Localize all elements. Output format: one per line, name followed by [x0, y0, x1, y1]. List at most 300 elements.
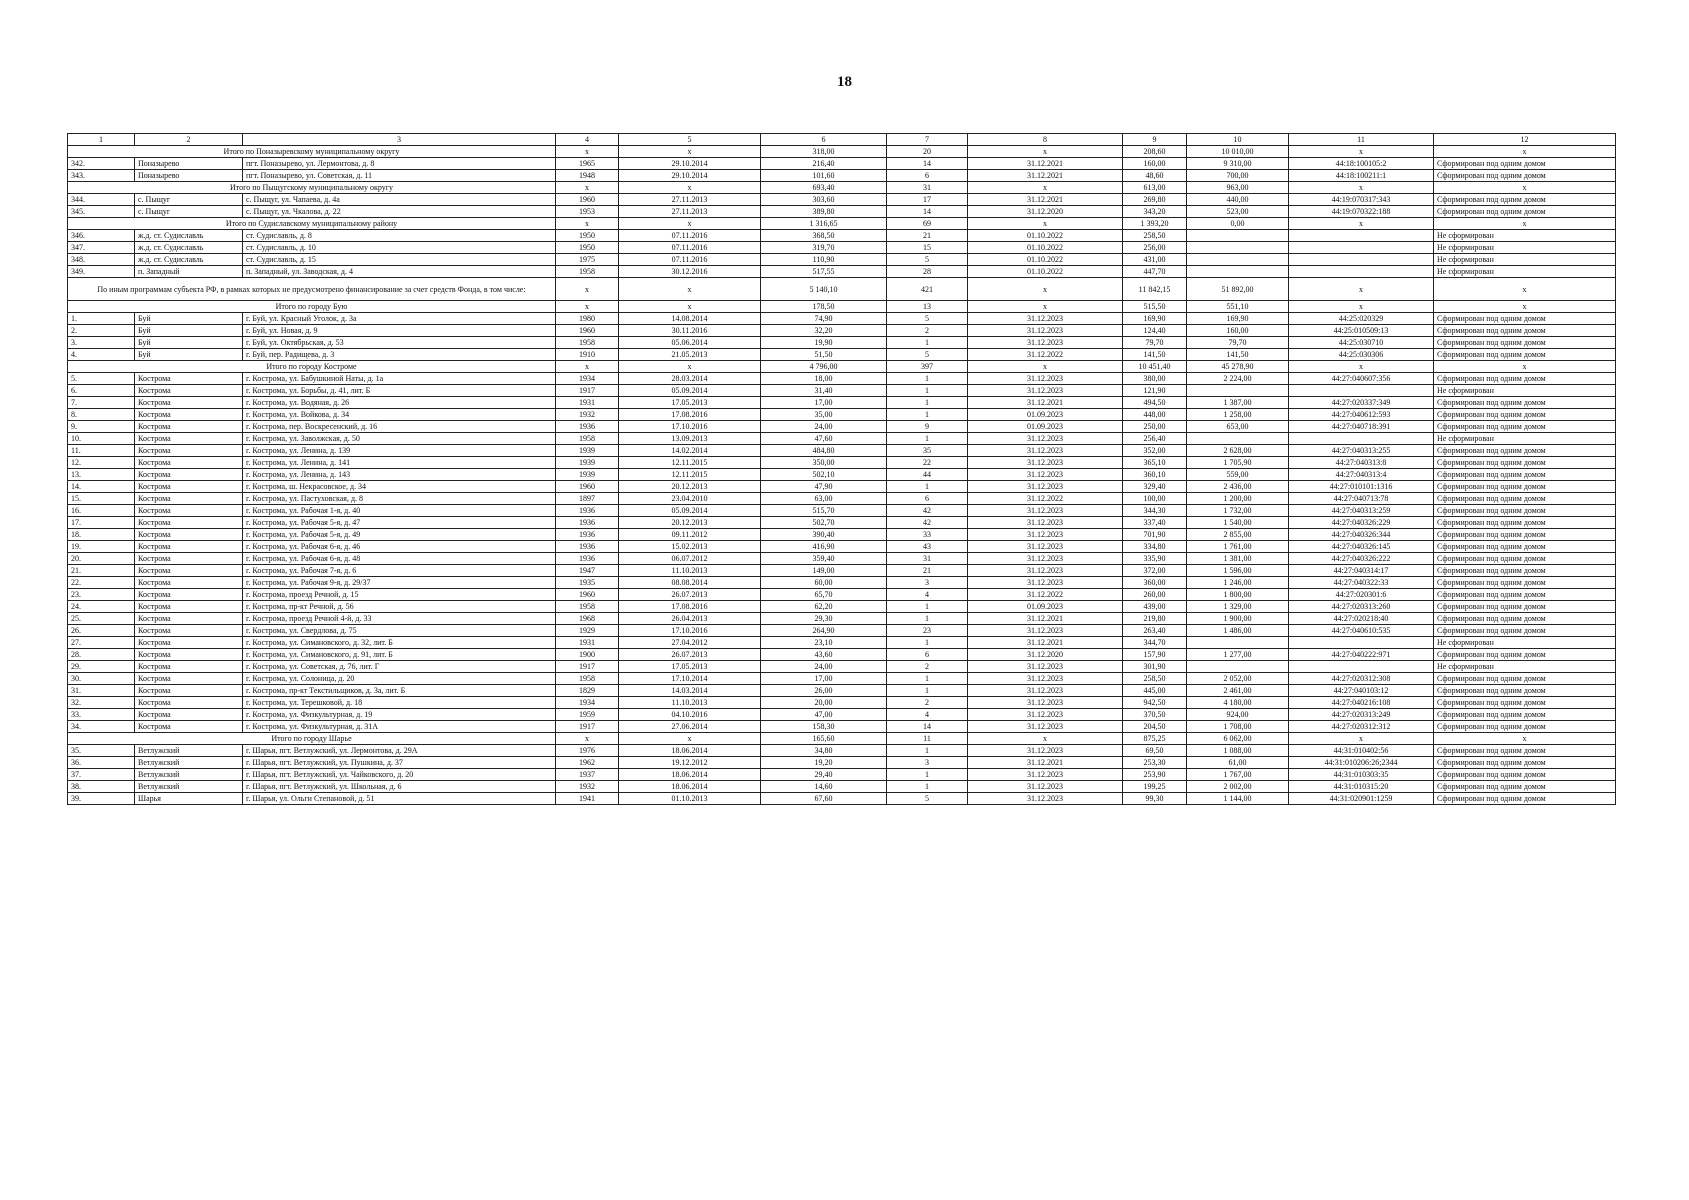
residents: 1 [887, 337, 968, 349]
row-number: 36. [68, 757, 135, 769]
table-row [68, 337, 1616, 349]
area: 368,50 [761, 230, 887, 242]
land-area: 344,70 [1123, 637, 1187, 649]
table-row [68, 673, 1616, 685]
row-number: 17. [68, 517, 135, 529]
area: 60,00 [761, 577, 887, 589]
cadastral-number: 44:27:040216:108 [1289, 697, 1434, 709]
planned-date: 31.12.2023 [968, 769, 1123, 781]
residents: 1 [887, 637, 968, 649]
area: 32,20 [761, 325, 887, 337]
settlement: Кострома [135, 589, 243, 601]
table-row [68, 649, 1616, 661]
row-number: 343. [68, 170, 135, 182]
planned-date: 31.12.2023 [968, 577, 1123, 589]
cost [1187, 266, 1289, 278]
land-area: 360,00 [1123, 577, 1187, 589]
land-status: Не сформирован [1434, 637, 1616, 649]
planned-date: 01.09.2023 [968, 409, 1123, 421]
cost: 2 002,00 [1187, 781, 1289, 793]
area: 34,80 [761, 745, 887, 757]
address: пгт. Поназырево, ул. Лермонтова, д. 8 [243, 158, 556, 170]
planned-date: 31.12.2022 [968, 589, 1123, 601]
row-number: 27. [68, 637, 135, 649]
settlement: Кострома [135, 721, 243, 733]
subtotal-area: 165,60 [761, 733, 887, 745]
land-status: Сформирован под одним домом [1434, 553, 1616, 565]
settlement: Буй [135, 313, 243, 325]
settlement: Кострома [135, 505, 243, 517]
address: г. Кострома, пр-кт Текстильщиков, д. 3а, лит. Б [243, 685, 556, 697]
subtotal-cadastral-number: x [1289, 182, 1434, 194]
land-status: Сформирован под одним домом [1434, 457, 1616, 469]
subtotal-land-area: 11 842,15 [1123, 278, 1187, 301]
cost: 1 381,00 [1187, 553, 1289, 565]
residents: 17 [887, 194, 968, 206]
housing-register-table [67, 133, 1616, 805]
area: 350,00 [761, 457, 887, 469]
emergency-date: 30.12.2016 [619, 266, 761, 278]
subtotal-planned-date: x [968, 218, 1123, 230]
cost [1187, 254, 1289, 266]
cadastral-number: 44:27:040612:593 [1289, 409, 1434, 421]
row-number: 24. [68, 601, 135, 613]
table-row [68, 685, 1616, 697]
residents: 5 [887, 793, 968, 805]
residents: 1 [887, 781, 968, 793]
planned-date: 31.12.2023 [968, 517, 1123, 529]
table-row [68, 445, 1616, 457]
residents: 14 [887, 158, 968, 170]
land-area: 352,00 [1123, 445, 1187, 457]
cost: 2 224,00 [1187, 373, 1289, 385]
land-status: Сформирован под одним домом [1434, 421, 1616, 433]
area: 24,00 [761, 661, 887, 673]
subtotal-row [68, 182, 1616, 194]
land-area: 942,50 [1123, 697, 1187, 709]
row-number: 342. [68, 158, 135, 170]
year-built: 1932 [556, 409, 619, 421]
address: г. Кострома, ул. Физкультурная, д. 19 [243, 709, 556, 721]
address: г. Кострома, ул. Симановского, д. 32, лит. Б [243, 637, 556, 649]
cadastral-number: 44:27:040322:33 [1289, 577, 1434, 589]
settlement: Кострома [135, 709, 243, 721]
subtotal-cost: 551,10 [1187, 301, 1289, 313]
land-area: 439,00 [1123, 601, 1187, 613]
land-area: 431,00 [1123, 254, 1187, 266]
emergency-date: 29.10.2014 [619, 170, 761, 182]
address: г. Кострома, пер. Воскресенский, д. 16 [243, 421, 556, 433]
land-status: Сформирован под одним домом [1434, 769, 1616, 781]
land-status: Сформирован под одним домом [1434, 469, 1616, 481]
year-built: 1960 [556, 481, 619, 493]
cost: 1 329,00 [1187, 601, 1289, 613]
residents: 1 [887, 481, 968, 493]
cadastral-number: 44:27:040313:259 [1289, 505, 1434, 517]
residents: 1 [887, 685, 968, 697]
year-built: 1934 [556, 697, 619, 709]
subtotal-label: Итого по городу Бую [68, 301, 556, 313]
subtotal-area: 1 316,65 [761, 218, 887, 230]
table-row [68, 709, 1616, 721]
year-built: 1958 [556, 601, 619, 613]
area: 149,00 [761, 565, 887, 577]
emergency-date: 05.09.2014 [619, 385, 761, 397]
address: г. Кострома, проезд Речной 4-й, д. 33 [243, 613, 556, 625]
residents: 21 [887, 565, 968, 577]
cadastral-number: 44:27:040103:12 [1289, 685, 1434, 697]
address: г. Буй, ул. Октябрьская, д. 53 [243, 337, 556, 349]
address: г. Кострома, ул. Борьбы, д. 41, лит. Б [243, 385, 556, 397]
residents: 3 [887, 757, 968, 769]
cadastral-number: 44:31:010303:35 [1289, 769, 1434, 781]
column-number: 5 [619, 134, 761, 146]
row-number: 33. [68, 709, 135, 721]
settlement: ж.д. ст. Судиславль [135, 230, 243, 242]
cost: 2 628,00 [1187, 445, 1289, 457]
address: г. Шарья, пгт. Ветлужский, ул. Пушкина, д. 37 [243, 757, 556, 769]
row-number: 2. [68, 325, 135, 337]
settlement: Кострома [135, 625, 243, 637]
planned-date: 31.12.2021 [968, 637, 1123, 649]
table-row [68, 194, 1616, 206]
year-built: 1917 [556, 661, 619, 673]
column-number: 3 [243, 134, 556, 146]
emergency-date: 13.09.2013 [619, 433, 761, 445]
cadastral-number: 44:27:040313:4 [1289, 469, 1434, 481]
cadastral-number: 44:27:040313:8 [1289, 457, 1434, 469]
cadastral-number: 44:27:040326:222 [1289, 553, 1434, 565]
planned-date: 31.12.2021 [968, 170, 1123, 182]
area: 216,40 [761, 158, 887, 170]
planned-date: 31.12.2023 [968, 445, 1123, 457]
year-built: 1939 [556, 469, 619, 481]
column-number: 6 [761, 134, 887, 146]
cost: 61,00 [1187, 757, 1289, 769]
cadastral-number: 44:31:010315:20 [1289, 781, 1434, 793]
residents: 1 [887, 769, 968, 781]
year-built: 1962 [556, 757, 619, 769]
year-built: 1953 [556, 206, 619, 218]
land-area: 329,40 [1123, 481, 1187, 493]
land-status: Сформирован под одним домом [1434, 409, 1616, 421]
column-number: 7 [887, 134, 968, 146]
planned-date: 01.10.2022 [968, 254, 1123, 266]
emergency-date: 17.10.2016 [619, 625, 761, 637]
land-area: 100,00 [1123, 493, 1187, 505]
residents: 5 [887, 254, 968, 266]
table-row [68, 242, 1616, 254]
table-header [68, 134, 1616, 146]
planned-date: 31.12.2023 [968, 685, 1123, 697]
land-area: 370,50 [1123, 709, 1187, 721]
subtotal-land-area: 613,00 [1123, 182, 1187, 194]
residents: 42 [887, 505, 968, 517]
emergency-date: 01.10.2013 [619, 793, 761, 805]
land-area: 79,70 [1123, 337, 1187, 349]
column-number: 10 [1187, 134, 1289, 146]
address: г. Кострома, ул. Ленина, д. 141 [243, 457, 556, 469]
cost: 1 732,00 [1187, 505, 1289, 517]
cadastral-number: 44:27:040326:145 [1289, 541, 1434, 553]
row-number: 26. [68, 625, 135, 637]
subtotal-planned-date: x [968, 301, 1123, 313]
cost: 1 246,00 [1187, 577, 1289, 589]
land-status: Сформирован под одним домом [1434, 697, 1616, 709]
area: 359,40 [761, 553, 887, 565]
table-row [68, 781, 1616, 793]
year-built: 1939 [556, 445, 619, 457]
land-area: 334,80 [1123, 541, 1187, 553]
table-row [68, 625, 1616, 637]
planned-date: 31.12.2023 [968, 373, 1123, 385]
emergency-date: 12.11.2015 [619, 457, 761, 469]
year-built: 1931 [556, 637, 619, 649]
land-area: 256,00 [1123, 242, 1187, 254]
land-status: Сформирован под одним домом [1434, 158, 1616, 170]
cadastral-number: 44:27:020312:308 [1289, 673, 1434, 685]
residents: 14 [887, 206, 968, 218]
area: 47,90 [761, 481, 887, 493]
planned-date: 01.10.2022 [968, 266, 1123, 278]
area: 62,20 [761, 601, 887, 613]
emergency-date: 05.09.2014 [619, 505, 761, 517]
emergency-date: 06.07.2012 [619, 553, 761, 565]
cadastral-number: 44:18:100105:2 [1289, 158, 1434, 170]
subtotal-row [68, 218, 1616, 230]
land-status: Сформирован под одним домом [1434, 601, 1616, 613]
land-area: 258,50 [1123, 673, 1187, 685]
table-row [68, 421, 1616, 433]
subtotal-residents: 69 [887, 218, 968, 230]
year-built: 1947 [556, 565, 619, 577]
settlement: Поназырево [135, 158, 243, 170]
settlement: с. Пыщуг [135, 194, 243, 206]
cost: 1 387,00 [1187, 397, 1289, 409]
cadastral-number [1289, 385, 1434, 397]
emergency-date: 18.06.2014 [619, 769, 761, 781]
land-area: 204,50 [1123, 721, 1187, 733]
planned-date: 31.12.2023 [968, 745, 1123, 757]
year-built: 1917 [556, 385, 619, 397]
land-status: Сформирован под одним домом [1434, 721, 1616, 733]
row-number: 10. [68, 433, 135, 445]
emergency-date: 27.11.2013 [619, 194, 761, 206]
cost: 523,00 [1187, 206, 1289, 218]
land-area: 494,50 [1123, 397, 1187, 409]
settlement: Кострома [135, 469, 243, 481]
subtotal-emergency-date: x [619, 278, 761, 301]
table-row [68, 349, 1616, 361]
land-area: 258,50 [1123, 230, 1187, 242]
subtotal-emergency-date: x [619, 182, 761, 194]
cost: 9 310,00 [1187, 158, 1289, 170]
emergency-date: 12.11.2015 [619, 469, 761, 481]
year-built: 1960 [556, 589, 619, 601]
planned-date: 31.12.2021 [968, 194, 1123, 206]
row-number: 31. [68, 685, 135, 697]
settlement: ж.д. ст. Судиславль [135, 242, 243, 254]
area: 31,40 [761, 385, 887, 397]
residents: 43 [887, 541, 968, 553]
row-number: 4. [68, 349, 135, 361]
settlement: Шарья [135, 793, 243, 805]
planned-date: 31.12.2023 [968, 721, 1123, 733]
row-number: 35. [68, 745, 135, 757]
settlement: Кострома [135, 529, 243, 541]
cadastral-number: 44:27:040607:356 [1289, 373, 1434, 385]
year-built: 1960 [556, 194, 619, 206]
settlement: Кострома [135, 397, 243, 409]
table-row [68, 433, 1616, 445]
residents: 6 [887, 649, 968, 661]
residents: 1 [887, 601, 968, 613]
emergency-date: 14.02.2014 [619, 445, 761, 457]
subtotal-planned-date: x [968, 182, 1123, 194]
table-row [68, 266, 1616, 278]
planned-date: 31.12.2023 [968, 313, 1123, 325]
subtotal-cost: 963,00 [1187, 182, 1289, 194]
emergency-date: 20.12.2013 [619, 481, 761, 493]
subtotal-label: Итого по городу Шарье [68, 733, 556, 745]
emergency-date: 08.08.2014 [619, 577, 761, 589]
land-area: 344,30 [1123, 505, 1187, 517]
row-number: 13. [68, 469, 135, 481]
land-status: Сформирован под одним домом [1434, 445, 1616, 457]
land-status: Сформирован под одним домом [1434, 589, 1616, 601]
land-area: 48,60 [1123, 170, 1187, 182]
area: 51,50 [761, 349, 887, 361]
cost: 160,00 [1187, 325, 1289, 337]
subtotal-land-status: x [1434, 182, 1616, 194]
planned-date: 31.12.2021 [968, 613, 1123, 625]
year-built: 1910 [556, 349, 619, 361]
residents: 5 [887, 313, 968, 325]
table-row [68, 397, 1616, 409]
residents: 1 [887, 409, 968, 421]
cadastral-number [1289, 661, 1434, 673]
year-built: 1829 [556, 685, 619, 697]
residents: 21 [887, 230, 968, 242]
residents: 5 [887, 349, 968, 361]
year-built: 1929 [556, 625, 619, 637]
emergency-date: 29.10.2014 [619, 158, 761, 170]
planned-date: 31.12.2023 [968, 625, 1123, 637]
residents: 42 [887, 517, 968, 529]
address: г. Кострома, ул. Водяная, д. 26 [243, 397, 556, 409]
address: г. Шарья, ул. Ольги Степановой, д. 51 [243, 793, 556, 805]
subtotal-cost: 0,00 [1187, 218, 1289, 230]
subtotal-land-status: x [1434, 278, 1616, 301]
row-number: 22. [68, 577, 135, 589]
emergency-date: 04.10.2016 [619, 709, 761, 721]
land-status: Не сформирован [1434, 661, 1616, 673]
cost: 1 761,00 [1187, 541, 1289, 553]
table-row [68, 325, 1616, 337]
emergency-date: 19.12.2012 [619, 757, 761, 769]
address: г. Кострома, пр-кт Речной, д. 56 [243, 601, 556, 613]
row-number: 32. [68, 697, 135, 709]
area: 63,00 [761, 493, 887, 505]
cost: 1 088,00 [1187, 745, 1289, 757]
column-number: 2 [135, 134, 243, 146]
area: 389,80 [761, 206, 887, 218]
settlement: Кострома [135, 481, 243, 493]
address: г. Кострома, ул. Физкультурная, д. 31А [243, 721, 556, 733]
address: пгт. Поназырево, ул. Советская, д. 11 [243, 170, 556, 182]
address: г. Кострома, ул. Бабушкиной Наты, д. 1а [243, 373, 556, 385]
cadastral-number: 44:27:020313:249 [1289, 709, 1434, 721]
subtotal-land-area: 875,25 [1123, 733, 1187, 745]
land-status: Не сформирован [1434, 230, 1616, 242]
settlement: п. Западный [135, 266, 243, 278]
cost: 2 461,00 [1187, 685, 1289, 697]
land-status: Не сформирован [1434, 433, 1616, 445]
subtotal-land-status: x [1434, 733, 1616, 745]
residents: 1 [887, 673, 968, 685]
year-built: 1935 [556, 577, 619, 589]
area: 24,00 [761, 421, 887, 433]
column-number: 12 [1434, 134, 1616, 146]
row-number: 1. [68, 313, 135, 325]
year-built: 1968 [556, 613, 619, 625]
subtotal-planned-date: x [968, 733, 1123, 745]
cost [1187, 661, 1289, 673]
table-row [68, 385, 1616, 397]
subtotal-planned-date: x [968, 146, 1123, 158]
subtotal-cadastral-number: x [1289, 361, 1434, 373]
settlement: Кострома [135, 493, 243, 505]
area: 390,40 [761, 529, 887, 541]
land-status: Сформирован под одним домом [1434, 206, 1616, 218]
area: 43,60 [761, 649, 887, 661]
address: г. Буй, пер. Радищева, д. 3 [243, 349, 556, 361]
cost: 1 200,00 [1187, 493, 1289, 505]
subtotal-land-status: x [1434, 301, 1616, 313]
row-number: 347. [68, 242, 135, 254]
land-status: Сформирован под одним домом [1434, 481, 1616, 493]
year-built: 1936 [556, 505, 619, 517]
land-status: Сформирован под одним домом [1434, 757, 1616, 769]
row-number: 25. [68, 613, 135, 625]
subtotal-row [68, 361, 1616, 373]
area: 19,20 [761, 757, 887, 769]
row-number: 348. [68, 254, 135, 266]
land-area: 448,00 [1123, 409, 1187, 421]
land-area: 250,00 [1123, 421, 1187, 433]
emergency-date: 11.10.2013 [619, 565, 761, 577]
area: 17,00 [761, 397, 887, 409]
subtotal-cost: 45 278,90 [1187, 361, 1289, 373]
subtotal-area: 318,00 [761, 146, 887, 158]
settlement: Поназырево [135, 170, 243, 182]
cadastral-number [1289, 266, 1434, 278]
subtotal-row [68, 301, 1616, 313]
land-area: 445,00 [1123, 685, 1187, 697]
year-built: 1936 [556, 517, 619, 529]
subtotal-row [68, 733, 1616, 745]
land-status: Сформирован под одним домом [1434, 337, 1616, 349]
year-built: 1958 [556, 673, 619, 685]
subtotal-year-built: x [556, 182, 619, 194]
year-built: 1976 [556, 745, 619, 757]
planned-date: 31.12.2023 [968, 529, 1123, 541]
land-status: Не сформирован [1434, 254, 1616, 266]
land-status: Сформирован под одним домом [1434, 517, 1616, 529]
year-built: 1937 [556, 769, 619, 781]
residents: 2 [887, 325, 968, 337]
land-area: 99,30 [1123, 793, 1187, 805]
